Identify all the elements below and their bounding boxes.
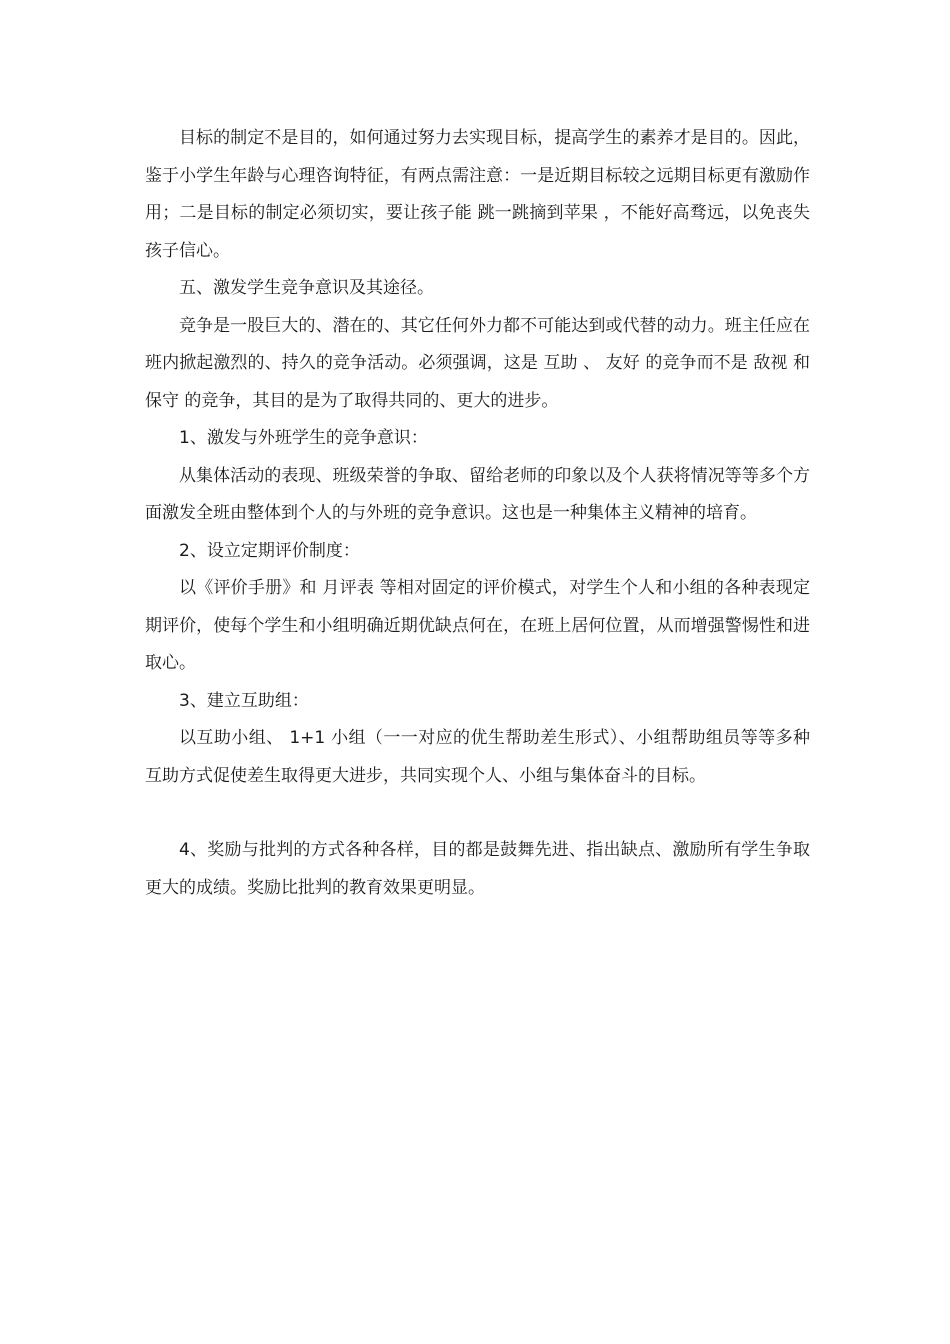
- paragraph-competition-intro: 竞争是一股巨大的、潜在的、其它任何外力都不可能达到或代替的动力。班主任应在班内掀起激烈的、持久的竞争活动。必须强调，这是 互助 、 友好 的竞争而不是 敌视 和 保守 的竞争，其目的是为了取得共同的、更大的进步。: [145, 315, 810, 411]
- paragraph-3: 以互助小组、 1+1 小组（一一对应的优生帮助差生形式）、小组帮助组员等等多种互助方式促使差生取得更大进步，共同实现个人、小组与集体奋斗的目标。: [145, 728, 810, 786]
- paragraph-2: 以《评价手册》和 月评表 等相对固定的评价模式，对学生个人和小组的各种表现定期评价，使每个学生和小组明确近期优缺点何在，在班上居何位置，从而增强警惕性和进取心。: [145, 578, 810, 673]
- subheading-2: 2、设立定期评价制度：: [179, 540, 360, 561]
- subheading-1: 1、激发与外班学生的竞争意识：: [179, 428, 428, 448]
- section-heading-competition: 五、激发学生竞争意识及其途径。: [179, 278, 434, 298]
- paragraph-1: 从集体活动的表现、班级荣誉的争取、留给老师的印象以及个人获将情况等等多个方面激发全班由整体到个人的与外班的竞争意识。这也是一种集体主义精神的培育。: [145, 465, 810, 523]
- paragraph-4: 4、奖励与批判的方式各种各样，目的都是鼓舞先进、指出缺点、激励所有学生争取更大的成绩。奖励比批判的教育效果更明显。: [145, 840, 810, 898]
- document-body: [145, 120, 810, 907]
- paragraph-goal-setting: 目标的制定不是目的，如何通过努力去实现目标，提高学生的素养才是目的。因此，鉴于小学生年龄与心理咨询特征，有两点需注意：一是近期目标较之远期目标更有激励作用；二是目标的制定必须切实，要让孩子能 跳一跳摘到苹果 ，不能好高骛远，以免丧失孩子信心。: [145, 128, 810, 261]
- subheading-3: 3、建立互助组：: [179, 690, 309, 711]
